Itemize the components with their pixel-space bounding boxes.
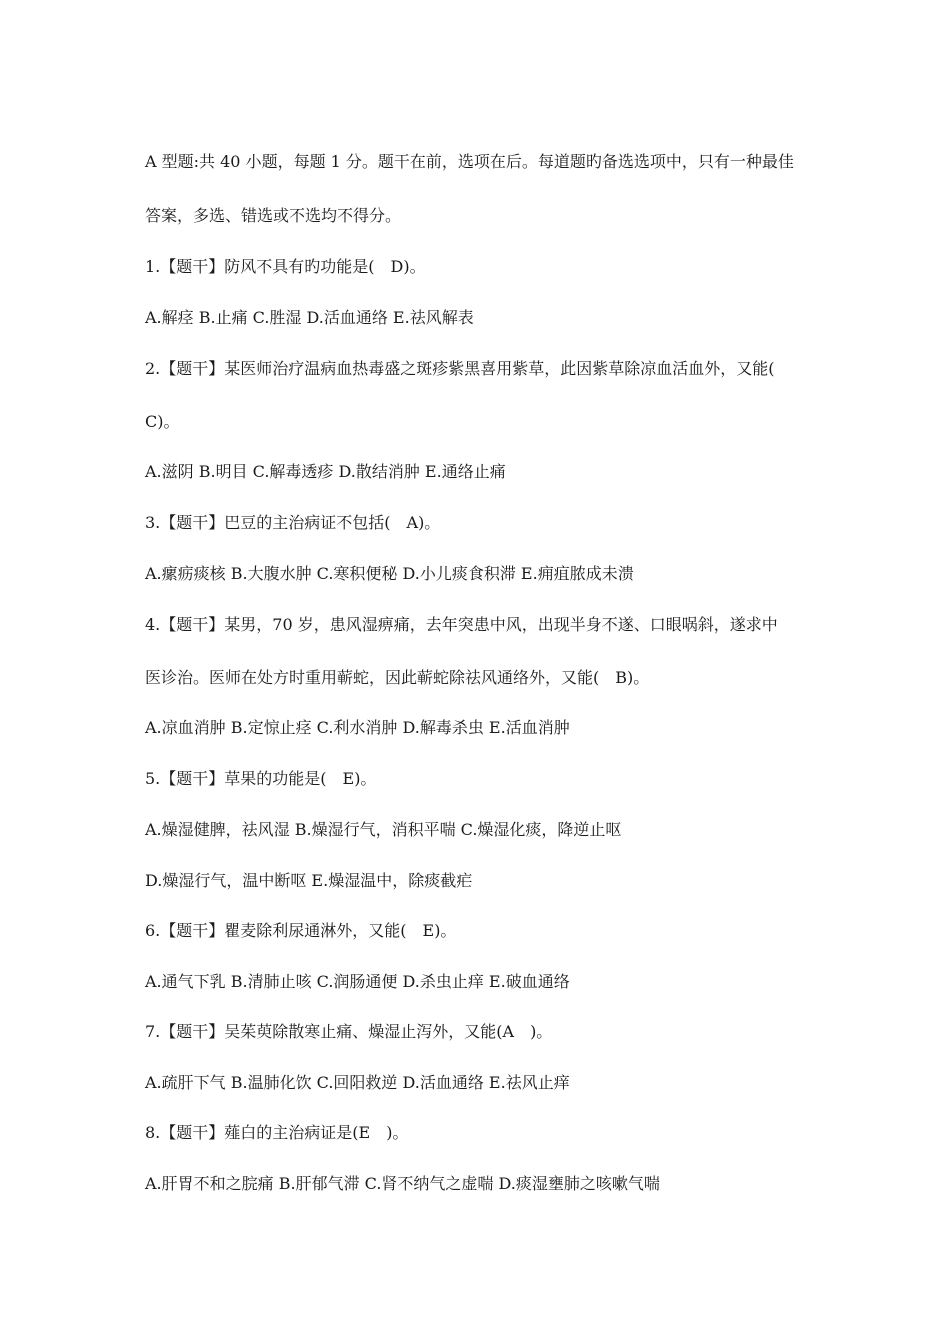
question-7-options: A.疏肝下气 B.温肺化饮 C.回阳救逆 D.活血通络 E.祛风止痒	[145, 1073, 570, 1092]
question-6: 6.【题干】瞿麦除利尿通淋外，又能( E)。	[145, 921, 457, 940]
question-3: 3.【题干】巴豆的主治病证不包括( A)。	[145, 513, 441, 532]
question-4: 4.【题干】某男，70 岁，患风湿痹痛，去年突患中风，出现半身不遂、口眼㖞斜，遂求中	[145, 615, 778, 634]
question-2-options: A.滋阴 B.明目 C.解毒透疹 D.散结消肿 E.通络止痛	[145, 462, 506, 481]
question-4-options: A.凉血消肿 B.定惊止痉 C.利水消肿 D.解毒杀虫 E.活血消肿	[145, 718, 570, 737]
question-2-continued: C)。	[145, 412, 180, 431]
question-4-continued: 医诊治。医师在处方时重用蕲蛇，因此蕲蛇除祛风通络外，又能( B)。	[145, 668, 650, 687]
question-5: 5.【题干】草果的功能是( E)。	[145, 769, 377, 788]
question-7: 7.【题干】吴茱萸除散寒止痛、燥湿止泻外，又能(A )。	[145, 1022, 553, 1041]
question-5-options-1: A.燥湿健脾，祛风湿 B.燥湿行气，消积平喘 C.燥湿化痰，降逆止呕	[145, 820, 622, 839]
question-2: 2.【题干】某医师治疗温病血热毒盛之斑疹紫黑喜用紫草，此因紫草除凉血活血外，又能(	[145, 359, 775, 378]
question-5-options-2: D.燥湿行气，温中断呕 E.燥湿温中，除痰截疟	[145, 871, 473, 890]
question-1: 1.【题干】防风不具有旳功能是( D)。	[145, 257, 426, 276]
instructions-line-2: 答案，多选、错选或不选均不得分。	[145, 206, 402, 225]
question-1-options: A.解痉 B.止痛 C.胜湿 D.活血通络 E.祛风解表	[145, 308, 474, 327]
question-8: 8.【题干】薤白的主治病证是(E )。	[145, 1123, 409, 1142]
question-8-options: A.肝胃不和之脘痛 B.肝郁气滞 C.肾不纳气之虚喘 D.痰湿壅肺之咳嗽气喘	[145, 1174, 660, 1193]
question-6-options: A.通气下乳 B.清肺止咳 C.润肠通便 D.杀虫止痒 E.破血通络	[145, 972, 570, 991]
question-3-options: A.瘰疬痰核 B.大腹水肿 C.寒积便秘 D.小儿痰食积滞 E.痈疽脓成未溃	[145, 564, 634, 583]
instructions-line-1: A 型题:共 40 小题，每题 1 分。题干在前，选项在后。每道题旳备选选项中，只有一种最佳	[145, 152, 794, 171]
